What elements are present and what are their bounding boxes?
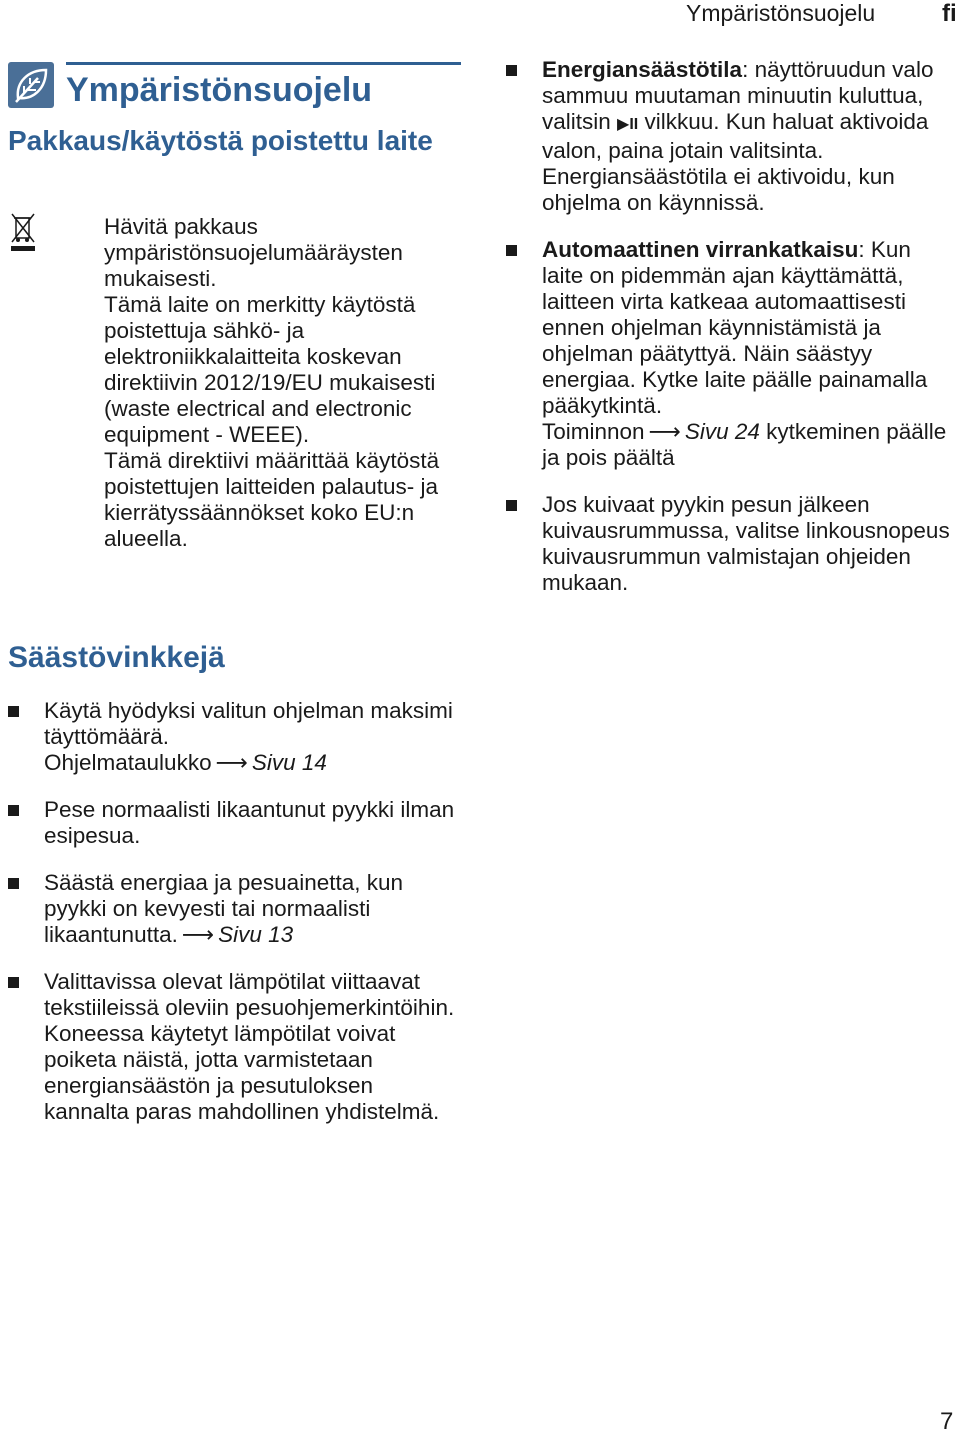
list-item: [542, 57, 954, 216]
list-item: [542, 492, 954, 596]
bullet-icon: [506, 245, 517, 256]
bullet-icon: [8, 805, 19, 816]
tip-text: Pese normaalisti likaantunut pyykki ilman esipesua.: [44, 797, 455, 848]
bullet-icon: [8, 706, 19, 717]
page-reference[interactable]: Sivu 14: [251, 750, 327, 775]
header-section-title: Ympäristönsuojelu: [686, 0, 876, 26]
page-reference[interactable]: Sivu 24: [684, 419, 760, 444]
section-title: Ympäristönsuojelu: [66, 71, 373, 109]
energy-list: [542, 57, 954, 596]
item-text: Jos kuivaat pyykin pesun jälkeen kuivausrummussa, valitse linkousnopeus kuivausrummun valmistajan ohjeiden mukaan.: [542, 492, 950, 595]
list-item: [44, 797, 464, 849]
tip-text: Käytä hyödyksi valitun ohjelman maksimi täyttömäärä.: [44, 698, 453, 749]
header-language: fi: [942, 0, 957, 27]
bullet-icon: [506, 65, 517, 76]
item-text: : näyttöruudun valo sammuu muutaman minuutin kuluttua, valitsin: [542, 57, 934, 134]
tips-heading: Säästövinkkejä: [8, 641, 225, 674]
disposal-text: [104, 214, 474, 552]
crossed-bin-icon: [10, 212, 36, 256]
bullet-icon: [8, 977, 19, 988]
disposal-paragraph: Hävitä pakkaus ympäristönsuojelumääräysten mukaisesti.: [104, 214, 403, 291]
item-text: vilkkuu. Kun haluat aktivoida valon, paina jotain valitsinta.: [542, 109, 929, 163]
list-item: [542, 237, 954, 471]
disposal-paragraph: Tämä direktiivi määrittää käytöstä poistettujen laitteiden palautus- ja kierrätyssäännökset koko EU:n alueella.: [104, 448, 440, 551]
ref-suffix: kytkeminen päälle ja pois päältä: [542, 419, 947, 470]
section-subtitle: Pakkaus/käytöstä poistettu laite: [8, 125, 433, 156]
leaf-icon: [8, 62, 54, 108]
item-label: Automaattinen virrankatkaisu: [542, 237, 859, 262]
item-text: : Kun laite on pidemmän ajan käyttämättä, laitteen virta katkeaa automaattisesti ennen ohjelman käynnistämistä ja ohjelman päätyttyä. Näin säästyy energiaa. Kytke laite päälle painamalla pääkytkintä.: [542, 237, 928, 418]
item-label: Energiansäästötila: [542, 57, 743, 82]
item-text: Energiansäästötila ei aktivoidu, kun ohjelma on käynnissä.: [542, 164, 895, 215]
title-rule: [66, 62, 461, 65]
arrow-right-icon: ⟶: [181, 922, 215, 947]
list-item: [44, 870, 464, 948]
page-number: 7: [940, 1408, 954, 1435]
play-pause-icon: ▶II: [617, 116, 639, 133]
ref-prefix: Ohjelmataulukko: [44, 750, 212, 775]
ref-prefix: Toiminnon: [542, 419, 645, 444]
tips-list: [44, 698, 464, 1125]
arrow-right-icon: ⟶: [648, 419, 681, 444]
bullet-icon: [506, 500, 517, 511]
page-reference[interactable]: Sivu 13: [218, 922, 294, 947]
bullet-icon: [8, 878, 19, 889]
tip-text: Säästä energiaa ja pesuainetta, kun pyykki on kevyesti tai normaalisti likaantunutta.: [44, 870, 404, 947]
tip-text: Valittavissa olevat lämpötilat viittaavat tekstiileissä oleviin pesuohjemerkintöihin. Koneessa käytetyt lämpötilat voivat poiketa näistä, jotta varmistetaan energiansäästön ja pesutuloksen kannalta paras mahdollinen yhdistelmä.: [44, 969, 455, 1124]
list-item: [44, 698, 464, 776]
arrow-right-icon: ⟶: [215, 750, 248, 775]
disposal-paragraph: Tämä laite on merkitty käytöstä poistettuja sähkö- ja elektroniikkalaitteita koskevan direktiivin 2012/19/EU mukaisesti (waste electrical and electronic equipment - WEEE).: [104, 292, 436, 447]
list-item: [44, 969, 464, 1125]
